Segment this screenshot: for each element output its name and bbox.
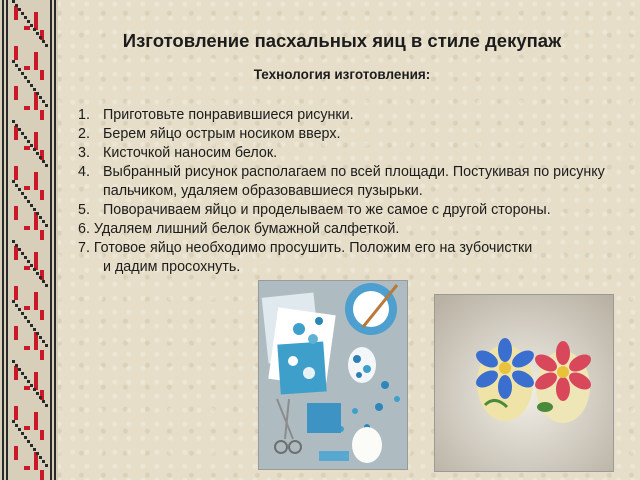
list-item (78, 144, 618, 163)
step-text: Приготовьте понравившиеся рисунки. (103, 107, 354, 123)
bowl-with-brush-image (345, 283, 397, 335)
step-number: 5. (78, 202, 90, 218)
step-text: Берем яйцо острым носиком вверх. (103, 126, 341, 142)
decorative-ornament-border (0, 0, 58, 480)
list-item (78, 125, 618, 144)
step-text-continued: и дадим просохнуть. (103, 259, 241, 275)
step-text: 6. Удаляем лишний белок бумажной салфеткой. (78, 221, 400, 237)
step-text: Кисточкой наносим белок. (103, 145, 278, 161)
list-item (78, 239, 618, 277)
list-item (78, 220, 618, 239)
step-text: 7. Готовое яйцо необходимо просушить. Положим его на зубочистки (78, 240, 533, 256)
section-subtitle: Технология изготовления: (253, 67, 431, 82)
list-item (78, 201, 618, 220)
list-item (78, 106, 618, 125)
page-title: Изготовление пасхальных яиц в стиле декупаж (122, 30, 562, 51)
step-text: Выбранный рисунок располагаем по всей площади. Постукивая по рисунку пальчиком, удаляем образовавшиеся пузырьки. (103, 164, 605, 199)
decorated-egg-image (348, 347, 376, 383)
finished-eggs-photo (434, 294, 614, 472)
step-number: 2. (78, 126, 90, 142)
step-number: 3. (78, 145, 90, 161)
steps-list (78, 106, 618, 277)
step-number: 1. (78, 107, 90, 123)
plain-egg-image (352, 427, 382, 463)
step-number: 4. (78, 164, 90, 180)
decoupage-materials-photo (258, 280, 408, 470)
step-text: Поворачиваем яйцо и проделываем то же самое с другой стороны. (103, 202, 551, 218)
list-item (78, 163, 618, 201)
